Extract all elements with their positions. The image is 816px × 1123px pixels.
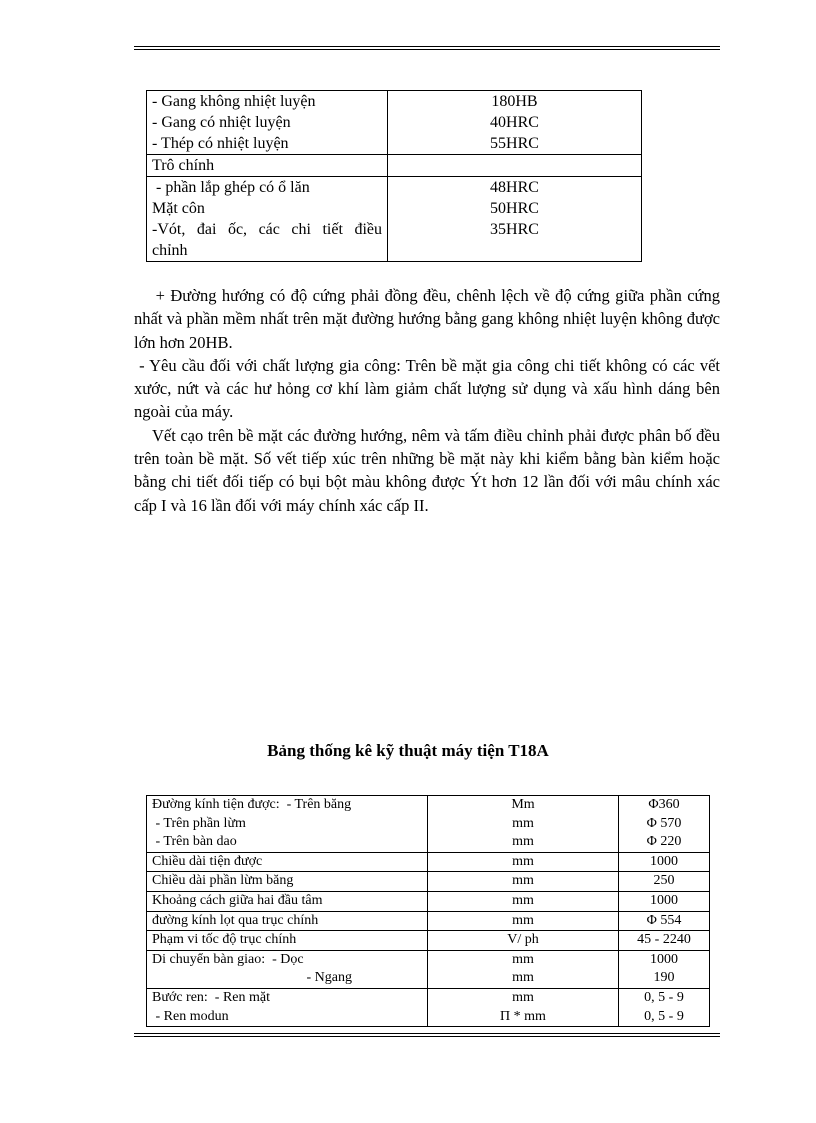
section-title: Bảng thống kê kỹ thuật máy tiện T18A (267, 741, 549, 760)
table-row (147, 796, 710, 853)
table-cell: Chiều dài tiện được (147, 852, 428, 872)
table-cell: mm Π * mm (428, 988, 619, 1026)
table-cell: 250 (619, 872, 710, 892)
table-cell: 180HB 40HRC 55HRC (388, 91, 642, 155)
footer-rule (134, 1033, 720, 1034)
table-cell: 1000 190 (619, 950, 710, 988)
table-row (147, 852, 710, 872)
table-cell: mm (428, 852, 619, 872)
table-row (147, 931, 710, 951)
table-row (147, 177, 642, 262)
paragraph: Vết cạo trên bề mặt các đường hướng, nêm và tấm điều chỉnh phải được phân bố đều trên toàn bề mặt. Số vết tiếp xúc trên những bề mặt này khi kiểm bằng bàn kiểm hoặc bằng chi tiết đối tiếp có bụi bột màu không được Ýt hơn 12 lần đối với mâu chính xác cấp I và 16 lần đối với máy chính xác cấp II. (134, 425, 725, 515)
table-cell: mm mm (428, 950, 619, 988)
table-cell: 1000 (619, 891, 710, 911)
table-cell: V/ ph (428, 931, 619, 951)
table-cell: mm (428, 872, 619, 892)
table-cell (388, 155, 642, 177)
table-cell: Di chuyển bàn giao: - Dọc - Ngang (147, 950, 428, 988)
table-cell: Φ 554 (619, 911, 710, 931)
table-cell: 45 - 2240 (619, 931, 710, 951)
table-cell: - phần lắp ghép có ổ lăn Mặt côn -Vót, đai ốc, các chi tiết điều chỉnh (147, 177, 388, 262)
table-row (147, 872, 710, 892)
hardness-table (146, 90, 642, 262)
table-cell: 1000 (619, 852, 710, 872)
table-row (147, 155, 642, 177)
body-text (134, 284, 725, 517)
table-row (147, 891, 710, 911)
paragraph: + Đường hướng có độ cứng phải đồng đều, chênh lệch về độ cứng giữa phần cứng nhất và phần mềm nhất trên mặt đường hướng bằng gang không nhiệt luyện không được lớn hơn 20HB. (134, 286, 725, 352)
table-cell: Trô chính (147, 155, 388, 177)
table-cell: 0, 5 - 9 0, 5 - 9 (619, 988, 710, 1026)
table-cell: 48HRC 50HRC 35HRC (388, 177, 642, 262)
table-row (147, 950, 710, 988)
table-row (147, 988, 710, 1026)
table-cell: Bước ren: - Ren mặt - Ren modun (147, 988, 428, 1026)
table-cell: Chiều dài phần lừm băng (147, 872, 428, 892)
table-cell: Mm mm mm (428, 796, 619, 853)
table-cell: Khoảng cách giữa hai đầu tâm (147, 891, 428, 911)
paragraph: - Yêu cầu đối với chất lượng gia công: Trên bề mặt gia công chi tiết không có các vết xước, nứt và các hư hỏng cơ khí làm giảm chất lượng sử dụng và xấu hình dáng bên ngoài của máy. (134, 355, 725, 422)
table-cell: Phạm vi tốc độ trục chính (147, 931, 428, 951)
spec-table (146, 795, 710, 1027)
header-rule (134, 46, 720, 47)
table-cell: mm (428, 911, 619, 931)
table-cell: đường kính lọt qua trục chính (147, 911, 428, 931)
header-rule (134, 49, 720, 50)
table-row (147, 911, 710, 931)
table-row (147, 91, 642, 155)
footer-rule (134, 1036, 720, 1037)
table-cell: Φ360 Φ 570 Φ 220 (619, 796, 710, 853)
table-cell: - Gang không nhiệt luyện - Gang có nhiệt luyện - Thép có nhiệt luyện (147, 91, 388, 155)
table-cell: mm (428, 891, 619, 911)
table-cell: Đường kính tiện được: - Trên băng - Trên phần lừm - Trên bàn dao (147, 796, 428, 853)
